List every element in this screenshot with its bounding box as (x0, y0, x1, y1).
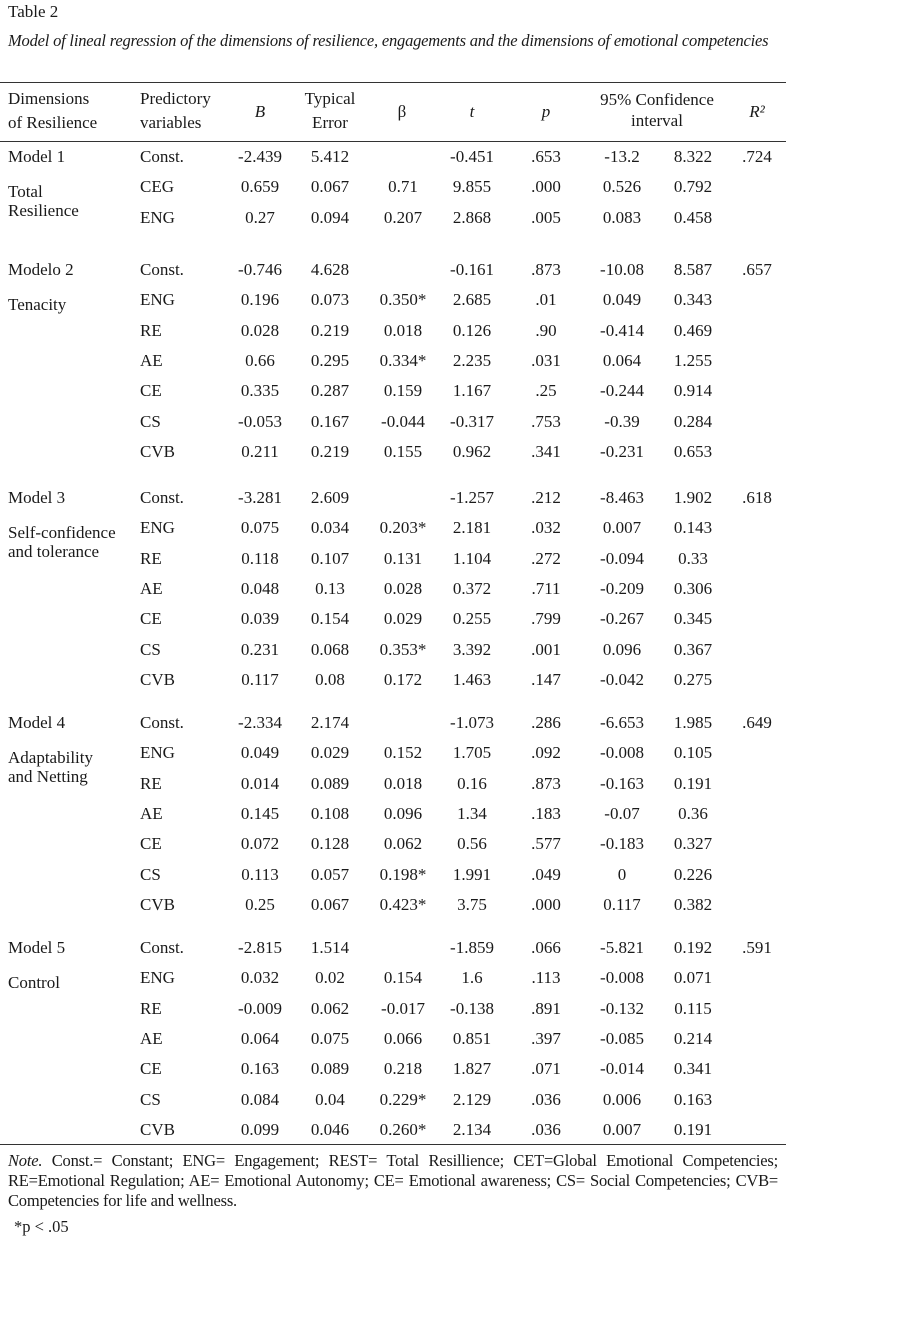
predictor-cell: ENG (140, 968, 175, 988)
ci-upper-cell: 0.382 (673, 894, 713, 914)
ci-lower-cell: 0.007 (602, 518, 642, 538)
p-cell: .01 (535, 290, 557, 310)
b-cell: -2.334 (238, 713, 282, 732)
b-cell: -0.746 (238, 260, 282, 279)
error-cell: 2.174 (310, 713, 350, 732)
error-cell: 2.609 (310, 488, 350, 507)
ci-upper-cell: 0.214 (673, 1028, 713, 1048)
p-cell: .711 (531, 578, 561, 598)
p-cell: .286 (531, 713, 561, 732)
predictor-cell: CS (140, 639, 161, 659)
t-cell: 2.235 (452, 350, 492, 370)
t-cell: -1.859 (450, 938, 494, 957)
beta-cell: 0.152 (383, 743, 423, 763)
b-cell: 0.163 (240, 1059, 280, 1079)
p-cell: .113 (531, 968, 561, 988)
b-cell: 0.145 (240, 803, 280, 823)
model-label: Model 3 (8, 488, 66, 507)
t-cell: 2.868 (452, 207, 492, 227)
r-squared-cell: .649 (742, 713, 772, 732)
ci-lower-cell: -0.008 (600, 968, 644, 988)
error-cell: 0.13 (315, 578, 345, 598)
predictor-cell: Const. (140, 938, 184, 957)
error-cell: 0.089 (310, 1059, 350, 1079)
t-cell: 1.463 (452, 669, 492, 689)
ci-upper-cell: 0.33 (678, 548, 708, 568)
b-cell: 0.014 (240, 773, 280, 793)
predictor-cell: AE (140, 1028, 163, 1048)
b-cell: -0.009 (238, 998, 282, 1018)
header-typical-error: Typical Error (304, 89, 356, 132)
t-cell: -0.161 (450, 260, 494, 279)
ci-lower-cell: 0.006 (602, 1089, 642, 1109)
error-cell: 0.067 (310, 177, 350, 197)
t-cell: 9.855 (452, 177, 492, 197)
t-cell: 0.962 (452, 441, 492, 461)
ci-upper-cell: 0.458 (673, 207, 713, 227)
beta-cell: 0.218 (383, 1059, 423, 1079)
ci-upper-cell: 0.275 (673, 669, 713, 689)
table-caption: Model of lineal regression of the dimensions of resilience, engagements and the dimensions of emotional competencies (8, 31, 769, 50)
p-cell: .001 (531, 639, 561, 659)
predictor-cell: CS (140, 864, 161, 884)
p-cell: .066 (531, 938, 561, 957)
t-cell: 0.255 (452, 609, 492, 629)
ci-upper-cell: 0.36 (678, 803, 708, 823)
t-cell: -1.073 (450, 713, 494, 732)
predictor-cell: Const. (140, 713, 184, 732)
model-label: Model 1 (8, 147, 66, 166)
ci-lower-cell: -0.209 (600, 578, 644, 598)
beta-cell: 0.131 (383, 548, 423, 568)
error-cell: 0.067 (310, 894, 350, 914)
ci-upper-cell: 0.163 (673, 1089, 713, 1109)
p-cell: .397 (531, 1028, 561, 1048)
predictor-cell: CE (140, 1059, 162, 1079)
error-cell: 0.128 (310, 834, 350, 854)
beta-cell: 0.028 (383, 578, 423, 598)
ci-upper-cell: 8.587 (673, 260, 713, 279)
ci-lower-cell: -0.008 (600, 743, 644, 763)
table-label: Table 2 (8, 2, 59, 21)
ci-upper-cell: 0.343 (673, 290, 713, 310)
ci-lower-cell: 0.064 (602, 350, 642, 370)
b-cell: 0.231 (240, 639, 280, 659)
predictor-cell: CVB (140, 894, 175, 914)
b-cell: 0.028 (240, 320, 280, 340)
ci-lower-cell: -0.39 (604, 411, 640, 431)
ci-upper-cell: 0.192 (673, 938, 713, 957)
ci-upper-cell: 0.469 (673, 320, 713, 340)
beta-cell: 0.334* (379, 350, 427, 370)
t-cell: 3.75 (457, 894, 487, 914)
error-cell: 0.062 (310, 998, 350, 1018)
b-cell: 0.113 (241, 864, 279, 884)
predictor-cell: Const. (140, 488, 184, 507)
resilience-dimension-label: Adaptability and Netting (8, 748, 93, 786)
model-label: Modelo 2 (8, 260, 74, 279)
error-cell: 5.412 (310, 147, 350, 166)
ci-upper-cell: 0.105 (673, 743, 713, 763)
ci-upper-cell: 0.143 (673, 518, 713, 538)
p-cell: .147 (531, 669, 561, 689)
b-cell: 0.66 (245, 350, 275, 370)
b-cell: 0.084 (240, 1089, 280, 1109)
p-cell: .90 (535, 320, 557, 340)
predictor-cell: CE (140, 834, 162, 854)
error-cell: 0.167 (310, 411, 350, 431)
beta-cell: 0.423* (379, 894, 427, 914)
ci-upper-cell: 1.985 (673, 713, 713, 732)
predictor-cell: CS (140, 1089, 161, 1109)
beta-cell: 0.207 (383, 207, 423, 227)
ci-upper-cell: 0.327 (673, 834, 713, 854)
top-rule (0, 82, 786, 83)
error-cell: 0.073 (310, 290, 350, 310)
ci-lower-cell: 0.007 (602, 1119, 642, 1139)
model-label: Model 5 (8, 938, 66, 957)
ci-upper-cell: 0.115 (674, 998, 712, 1018)
p-cell: .183 (531, 803, 561, 823)
ci-lower-cell: -0.042 (600, 669, 644, 689)
b-cell: 0.118 (241, 548, 279, 568)
ci-upper-cell: 0.367 (673, 639, 713, 659)
t-cell: 1.34 (457, 803, 487, 823)
error-cell: 0.295 (310, 350, 350, 370)
header-r-squared: R² (749, 102, 765, 121)
t-cell: 1.6 (461, 968, 483, 988)
predictor-cell: ENG (140, 743, 175, 763)
b-cell: -0.053 (238, 411, 282, 431)
b-cell: 0.659 (240, 177, 280, 197)
p-cell: .049 (531, 864, 561, 884)
error-cell: 0.057 (310, 864, 350, 884)
beta-cell: 0.155 (383, 441, 423, 461)
beta-cell: 0.350* (379, 290, 427, 310)
note-label: Note. (8, 1151, 43, 1170)
ci-upper-cell: 0.284 (673, 411, 713, 431)
ci-upper-cell: 0.191 (673, 773, 713, 793)
ci-upper-cell: 0.914 (673, 381, 713, 401)
t-cell: 1.104 (452, 548, 492, 568)
p-cell: .577 (531, 834, 561, 854)
p-cell: .799 (531, 609, 561, 629)
t-cell: 3.392 (452, 639, 492, 659)
p-cell: .036 (531, 1119, 561, 1139)
ci-lower-cell: -0.07 (604, 803, 640, 823)
predictor-cell: Const. (140, 260, 184, 279)
b-cell: 0.211 (241, 441, 279, 461)
p-cell: .272 (531, 548, 561, 568)
bottom-rule (0, 1144, 786, 1145)
error-cell: 0.154 (310, 609, 350, 629)
error-cell: 4.628 (310, 260, 350, 279)
b-cell: 0.032 (240, 968, 280, 988)
ci-lower-cell: 0 (617, 864, 627, 884)
predictor-cell: CVB (140, 669, 175, 689)
t-cell: 0.372 (452, 578, 492, 598)
beta-cell: 0.154 (383, 968, 423, 988)
error-cell: 0.02 (315, 968, 345, 988)
b-cell: 0.048 (240, 578, 280, 598)
ci-upper-cell: 0.653 (673, 441, 713, 461)
header-B: B (254, 102, 266, 121)
p-cell: .000 (531, 177, 561, 197)
table-note (8, 1151, 778, 1211)
beta-cell: 0.172 (383, 669, 423, 689)
p-cell: .092 (531, 743, 561, 763)
ci-lower-cell: -6.653 (600, 713, 644, 732)
ci-lower-cell: -0.267 (600, 609, 644, 629)
header-predictors: Predictory variables (140, 89, 211, 132)
ci-upper-cell: 0.226 (673, 864, 713, 884)
p-cell: .25 (535, 381, 557, 401)
beta-cell: 0.066 (383, 1028, 423, 1048)
beta-cell: 0.203* (379, 518, 427, 538)
ci-lower-cell: -0.414 (600, 320, 644, 340)
t-cell: 1.705 (452, 743, 492, 763)
b-cell: 0.25 (245, 894, 275, 914)
p-cell: .653 (531, 147, 561, 166)
predictor-cell: CE (140, 609, 162, 629)
header-rule (0, 141, 786, 142)
predictor-cell: CVB (140, 1119, 175, 1139)
ci-lower-cell: -10.08 (600, 260, 644, 279)
ci-lower-cell: 0.096 (602, 639, 642, 659)
ci-lower-cell: -0.183 (600, 834, 644, 854)
beta-cell: 0.018 (383, 320, 423, 340)
ci-lower-cell: 0.526 (602, 177, 642, 197)
beta-cell: 0.062 (383, 834, 423, 854)
predictor-cell: AE (140, 803, 163, 823)
t-cell: 0.16 (457, 773, 487, 793)
ci-lower-cell: 0.083 (602, 207, 642, 227)
t-cell: 0.851 (452, 1028, 492, 1048)
b-cell: 0.196 (240, 290, 280, 310)
ci-lower-cell: -0.094 (600, 548, 644, 568)
b-cell: 0.117 (241, 669, 279, 689)
t-cell: 1.167 (452, 381, 492, 401)
p-cell: .873 (531, 260, 561, 279)
b-cell: 0.049 (240, 743, 280, 763)
resilience-dimension-label: Control (8, 973, 60, 992)
beta-cell: 0.229* (379, 1089, 427, 1109)
t-cell: 2.134 (452, 1119, 492, 1139)
ci-lower-cell: -0.231 (600, 441, 644, 461)
beta-cell: 0.018 (383, 773, 423, 793)
predictor-cell: ENG (140, 207, 175, 227)
error-cell: 0.287 (310, 381, 350, 401)
error-cell: 1.514 (310, 938, 350, 957)
p-cell: .005 (531, 207, 561, 227)
ci-upper-cell: 8.322 (673, 147, 713, 166)
b-cell: 0.039 (240, 609, 280, 629)
r-squared-cell: .618 (742, 488, 772, 507)
ci-lower-cell: -0.132 (600, 998, 644, 1018)
beta-cell: 0.159 (383, 381, 423, 401)
predictor-cell: ENG (140, 290, 175, 310)
t-cell: 2.181 (452, 518, 492, 538)
model-label: Model 4 (8, 713, 66, 732)
predictor-cell: AE (140, 350, 163, 370)
t-cell: -0.138 (450, 998, 494, 1018)
r-squared-cell: .591 (742, 938, 772, 957)
b-cell: 0.075 (240, 518, 280, 538)
p-cell: .873 (531, 773, 561, 793)
t-cell: 1.991 (452, 864, 492, 884)
predictor-cell: RE (140, 548, 162, 568)
ci-upper-cell: 0.191 (673, 1119, 713, 1139)
ci-lower-cell: -13.2 (604, 147, 640, 166)
ci-upper-cell: 1.255 (673, 350, 713, 370)
error-cell: 0.04 (315, 1089, 345, 1109)
t-cell: 2.129 (452, 1089, 492, 1109)
error-cell: 0.046 (310, 1119, 350, 1139)
ci-lower-cell: -8.463 (600, 488, 644, 507)
predictor-cell: CS (140, 411, 161, 431)
t-cell: 0.126 (452, 320, 492, 340)
header-p: p (541, 102, 551, 121)
t-cell: 1.827 (452, 1059, 492, 1079)
p-cell: .212 (531, 488, 561, 507)
ci-lower-cell: -0.163 (600, 773, 644, 793)
error-cell: 0.094 (310, 207, 350, 227)
error-cell: 0.219 (310, 441, 350, 461)
p-cell: .341 (531, 441, 561, 461)
p-cell: .036 (531, 1089, 561, 1109)
ci-lower-cell: -0.244 (600, 381, 644, 401)
beta-cell: 0.260* (379, 1119, 427, 1139)
b-cell: -2.815 (238, 938, 282, 957)
error-cell: 0.034 (310, 518, 350, 538)
ci-lower-cell: -0.085 (600, 1028, 644, 1048)
ci-lower-cell: 0.049 (602, 290, 642, 310)
p-cell: .071 (531, 1059, 561, 1079)
ci-upper-cell: 0.306 (673, 578, 713, 598)
p-cell: .000 (531, 894, 561, 914)
b-cell: 0.064 (240, 1028, 280, 1048)
error-cell: 0.089 (310, 773, 350, 793)
beta-cell: 0.71 (388, 177, 418, 197)
header-beta: β (397, 102, 407, 121)
ci-lower-cell: -5.821 (600, 938, 644, 957)
b-cell: -2.439 (238, 147, 282, 166)
beta-cell: 0.198* (379, 864, 427, 884)
resilience-dimension-label: Tenacity (8, 295, 67, 314)
p-cell: .753 (531, 411, 561, 431)
resilience-dimension-label: Self-confidence and tolerance (8, 523, 116, 561)
error-cell: 0.107 (310, 548, 350, 568)
b-cell: 0.072 (240, 834, 280, 854)
error-cell: 0.075 (310, 1028, 350, 1048)
beta-cell: 0.353* (379, 639, 427, 659)
p-cell: .031 (531, 350, 561, 370)
t-cell: -0.317 (450, 411, 494, 431)
r-squared-cell: .724 (742, 147, 772, 166)
error-cell: 0.08 (315, 669, 345, 689)
b-cell: 0.099 (240, 1119, 280, 1139)
ci-upper-cell: 0.345 (673, 609, 713, 629)
ci-lower-cell: -0.014 (600, 1059, 644, 1079)
beta-cell: -0.017 (381, 998, 425, 1018)
b-cell: -3.281 (238, 488, 282, 507)
predictor-cell: ENG (140, 518, 175, 538)
predictor-cell: RE (140, 773, 162, 793)
header-confidence-interval: 95% Confidence interval (600, 90, 714, 130)
error-cell: 0.029 (310, 743, 350, 763)
t-cell: -1.257 (450, 488, 494, 507)
beta-cell: 0.096 (383, 803, 423, 823)
t-cell: 2.685 (452, 290, 492, 310)
p-cell: .032 (531, 518, 561, 538)
predictor-cell: CVB (140, 441, 175, 461)
ci-upper-cell: 0.071 (673, 968, 713, 988)
error-cell: 0.219 (310, 320, 350, 340)
predictor-cell: CEG (140, 177, 174, 197)
predictor-cell: RE (140, 320, 162, 340)
r-squared-cell: .657 (742, 260, 772, 279)
beta-cell: -0.044 (381, 411, 425, 431)
ci-lower-cell: 0.117 (603, 894, 641, 914)
b-cell: 0.335 (240, 381, 280, 401)
note-text: Const.= Constant; ENG= Engagement; REST= Total Resillience; CET=Global Emotional Competencies; RE=Emotional Regulation; AE= Emotional Autonomy; CE= Emotional awareness; CS= Social Competencies; CVB= Competencies for life and wellness. (8, 1151, 778, 1210)
error-cell: 0.108 (310, 803, 350, 823)
header-dimensions: Dimensions of Resilience (8, 89, 98, 132)
b-cell: 0.27 (245, 207, 275, 227)
ci-upper-cell: 0.792 (673, 177, 713, 197)
ci-upper-cell: 0.341 (673, 1059, 713, 1079)
significance-note: *p < .05 (14, 1217, 69, 1236)
predictor-cell: RE (140, 998, 162, 1018)
ci-upper-cell: 1.902 (673, 488, 713, 507)
predictor-cell: Const. (140, 147, 184, 166)
t-cell: 0.56 (457, 834, 487, 854)
predictor-cell: CE (140, 381, 162, 401)
header-t: t (469, 102, 475, 121)
beta-cell: 0.029 (383, 609, 423, 629)
predictor-cell: AE (140, 578, 163, 598)
error-cell: 0.068 (310, 639, 350, 659)
t-cell: -0.451 (450, 147, 494, 166)
p-cell: .891 (531, 998, 561, 1018)
resilience-dimension-label: Total Resilience (8, 182, 79, 220)
